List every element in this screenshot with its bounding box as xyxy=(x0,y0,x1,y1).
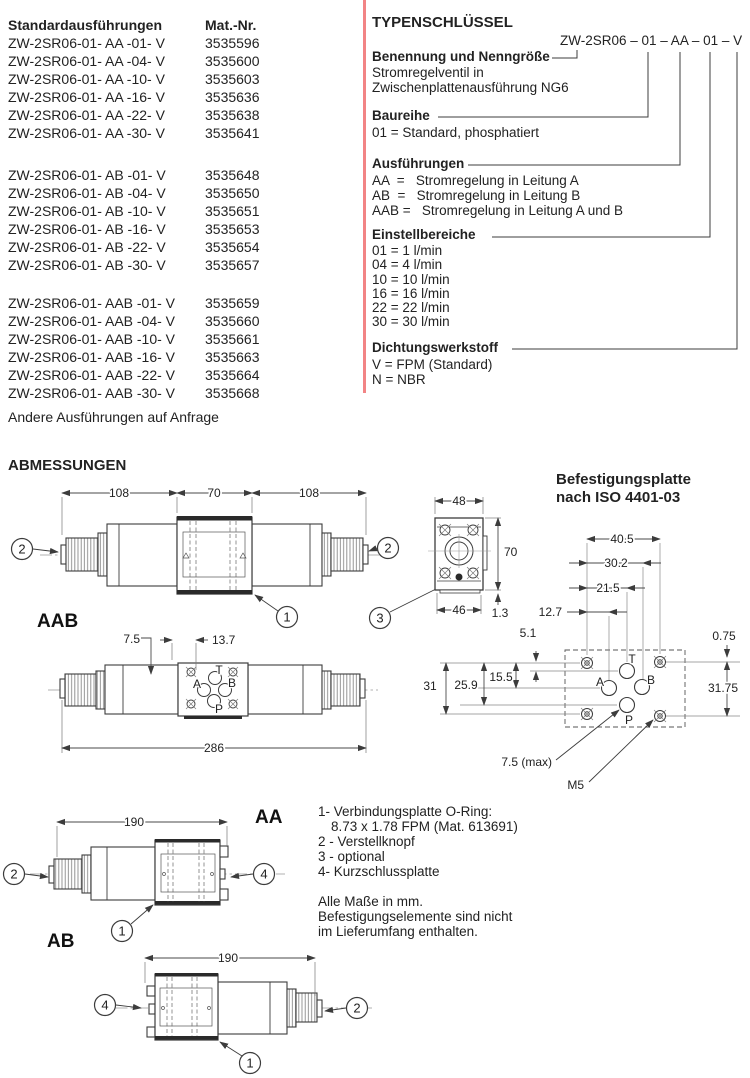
note-item: 3 - optional xyxy=(318,849,385,864)
dim-label: 30.2 xyxy=(604,556,628,570)
callout-2 xyxy=(4,864,25,885)
svg-text:2: 2 xyxy=(353,1000,361,1016)
parts-group-aa xyxy=(8,34,360,142)
svg-text:2: 2 xyxy=(10,866,18,882)
table-row xyxy=(8,384,360,402)
callout-1 xyxy=(240,1053,261,1074)
section-line: AB = Stromregelung in Leitung B xyxy=(372,188,581,203)
dim-label: 1.3 xyxy=(491,606,509,620)
svg-text:3: 3 xyxy=(376,610,384,626)
dim-label: 70 xyxy=(504,545,518,559)
drawing-aab-side-view xyxy=(12,486,399,632)
drawing-aab-port-view xyxy=(48,632,378,755)
part-matnr: 3535663 xyxy=(205,349,260,365)
part-matnr: 3535648 xyxy=(205,167,260,183)
type-key-section-baureihe xyxy=(372,108,539,140)
table-row xyxy=(8,106,360,124)
part-matnr: 3535659 xyxy=(205,295,260,311)
part-matnr: 3535661 xyxy=(205,331,260,347)
note-footer: Alle Maße in mm. xyxy=(318,894,424,909)
parts-list-header xyxy=(8,16,360,34)
callout-1 xyxy=(277,607,298,628)
section-line: 22 = 22 l/min xyxy=(372,300,450,316)
table-row xyxy=(8,366,360,384)
callout-2 xyxy=(12,539,33,560)
dim-label: 108 xyxy=(298,486,320,500)
table-row xyxy=(8,330,360,348)
table-row xyxy=(8,34,360,52)
part-code: ZW-2SR06-01- AA -30- V xyxy=(8,125,165,141)
part-matnr: 3535596 xyxy=(205,35,260,51)
part-code: ZW-2SR06-01- AA -01- V xyxy=(8,35,165,51)
type-key-section-benennung xyxy=(372,49,569,95)
dim-label: 12.7 xyxy=(538,605,562,619)
drawing-ab-view xyxy=(95,951,373,1074)
port-label-a: A xyxy=(192,677,202,691)
dim-label: 70 xyxy=(207,486,221,500)
port-label-p: P xyxy=(214,702,224,716)
table-row xyxy=(8,348,360,366)
callout-4 xyxy=(95,995,116,1016)
dim-label: 108 xyxy=(108,486,130,500)
port-label-a: A xyxy=(595,675,605,689)
callout-2 xyxy=(378,538,399,559)
part-code: ZW-2SR06-01- AB -16- V xyxy=(8,221,166,237)
part-matnr: 3535636 xyxy=(205,89,260,105)
section-line: Stromregelventil in xyxy=(372,65,484,80)
type-key-title: TYPENSCHLÜSSEL xyxy=(372,14,513,31)
port-label-t: T xyxy=(628,652,636,666)
port-label-b: B xyxy=(227,676,237,690)
table-row xyxy=(8,124,360,142)
note-item: 8.73 x 1.78 FPM (Mat. 613691) xyxy=(331,819,518,834)
section-heading: Einstellbereiche xyxy=(372,227,476,242)
plate-heading-line2: nach ISO 4401-03 xyxy=(556,489,681,506)
table-row xyxy=(8,88,360,106)
section-heading: Ausführungen xyxy=(372,156,465,171)
svg-text:2: 2 xyxy=(18,541,26,557)
section-line: 01 = 1 l/min xyxy=(372,243,443,259)
view-label-aab: AAB xyxy=(37,611,79,632)
note-item: 1- Verbindungsplatte O-Ring: xyxy=(318,804,493,819)
part-code: ZW-2SR06-01- AB -22- V xyxy=(8,239,166,255)
section-line: 16 = 16 l/min xyxy=(372,285,450,301)
view-label-ab: AB xyxy=(47,931,75,952)
dim-label: 7.5 (max) xyxy=(501,755,552,769)
part-matnr: 3535641 xyxy=(205,125,260,141)
dim-label: 15.5 xyxy=(489,670,513,684)
dim-label: M5 xyxy=(567,778,584,792)
svg-text:4: 4 xyxy=(260,866,268,882)
part-code: ZW-2SR06-01- AAB -01- V xyxy=(8,295,176,311)
parts-list xyxy=(8,16,360,426)
section-line: 01 = Standard, phosphatiert xyxy=(372,125,539,140)
table-row xyxy=(8,238,360,256)
callout-1 xyxy=(112,921,133,942)
dim-label: 48 xyxy=(452,494,466,508)
table-row xyxy=(8,256,360,274)
red-divider-line xyxy=(363,0,366,393)
part-code: ZW-2SR06-01- AB -30- V xyxy=(8,257,166,273)
note-footer: im Lieferumfang enthalten. xyxy=(318,924,478,939)
part-code: ZW-2SR06-01- AAB -10- V xyxy=(8,331,176,347)
type-key-code: ZW-2SR06 – 01 – AA – 01 – V xyxy=(560,33,743,48)
abmessungen-title: ABMESSUNGEN xyxy=(8,457,127,474)
plate-heading-line1: Befestigungsplatte xyxy=(556,471,692,488)
part-matnr: 3535650 xyxy=(205,185,260,201)
part-code: ZW-2SR06-01- AAB -16- V xyxy=(8,349,176,365)
table-row xyxy=(8,52,360,70)
note-item: 4- Kurzschlussplatte xyxy=(318,864,440,879)
table-row xyxy=(8,184,360,202)
dim-label: 40.5 xyxy=(610,532,634,546)
parts-list-title: Standardausführungen xyxy=(8,17,163,33)
technical-drawings xyxy=(0,450,750,1078)
dim-label: 190 xyxy=(123,815,145,829)
svg-text:1: 1 xyxy=(283,609,291,625)
table-row xyxy=(8,202,360,220)
dim-label: 31.75 xyxy=(708,681,739,695)
section-line: N = NBR xyxy=(372,372,426,387)
dim-label: 21.5 xyxy=(596,581,620,595)
table-row xyxy=(8,166,360,184)
part-matnr: 3535600 xyxy=(205,53,260,69)
dim-label: 286 xyxy=(203,741,225,755)
table-row xyxy=(8,294,360,312)
svg-text:4: 4 xyxy=(101,997,109,1013)
section-line: AAB = Stromregelung in Leitung A und B xyxy=(372,203,624,218)
parts-list-footer: Andere Ausführungen auf Anfrage xyxy=(8,409,219,425)
note-item: 2 - Verstellknopf xyxy=(318,834,415,849)
section-heading: Benennung und Nenngröße xyxy=(372,49,550,64)
part-code: ZW-2SR06-01- AB -10- V xyxy=(8,203,166,219)
part-matnr: 3535651 xyxy=(205,203,260,219)
section-line: 10 = 10 l/min xyxy=(372,271,450,287)
port-label-b: B xyxy=(646,673,656,687)
parts-group-aab xyxy=(8,294,360,402)
part-matnr: 3535657 xyxy=(205,257,260,273)
part-matnr: 3535638 xyxy=(205,107,260,123)
section-heading: Baureihe xyxy=(372,108,430,123)
svg-text:2: 2 xyxy=(384,540,392,556)
type-key-section-einstellbereiche xyxy=(372,228,476,329)
svg-text:1: 1 xyxy=(118,923,126,939)
dim-label: 13.7 xyxy=(212,633,236,647)
type-key-section-ausfuehrungen xyxy=(372,156,623,218)
part-code: ZW-2SR06-01- AB -04- V xyxy=(8,185,166,201)
section-line: V = FPM (Standard) xyxy=(372,357,493,372)
dim-label: 46 xyxy=(452,603,466,617)
table-row xyxy=(8,70,360,88)
dim-label: 5.1 xyxy=(519,626,537,640)
type-key-section-dichtung xyxy=(372,340,498,387)
matnr-column-header: Mat.-Nr. xyxy=(205,17,257,33)
part-matnr: 3535660 xyxy=(205,313,260,329)
view-label-aa: AA xyxy=(255,807,283,828)
drawing-aa-view xyxy=(4,807,286,952)
part-code: ZW-2SR06-01- AA -10- V xyxy=(8,71,165,87)
callout-2 xyxy=(347,998,368,1019)
part-code: ZW-2SR06-01- AA -22- V xyxy=(8,107,165,123)
section-line: AA = Stromregelung in Leitung A xyxy=(372,173,579,188)
drawing-end-view xyxy=(370,494,518,629)
section-line: 30 = 30 l/min xyxy=(372,314,450,330)
note-footer: Befestigungselemente sind nicht xyxy=(318,909,513,924)
part-matnr: 3535603 xyxy=(205,71,260,87)
part-matnr: 3535653 xyxy=(205,221,260,237)
port-label-t: T xyxy=(215,663,223,677)
table-row xyxy=(8,220,360,238)
section-line: Zwischenplattenausführung NG6 xyxy=(372,80,569,95)
part-code: ZW-2SR06-01- AB -01- V xyxy=(8,167,166,183)
parts-group-ab xyxy=(8,166,360,274)
dim-label: 7.5 xyxy=(123,632,140,646)
dim-label: 190 xyxy=(217,951,239,965)
section-line: 04 = 4 l/min xyxy=(372,257,443,273)
part-matnr: 3535664 xyxy=(205,367,260,383)
part-matnr: 3535668 xyxy=(205,385,260,401)
svg-text:1: 1 xyxy=(246,1055,254,1071)
part-matnr: 3535654 xyxy=(205,239,260,255)
dim-label: 31 xyxy=(423,679,437,693)
part-code: ZW-2SR06-01- AA -16- V xyxy=(8,89,165,105)
callout-3 xyxy=(370,608,391,629)
section-heading: Dichtungswerkstoff xyxy=(372,340,499,355)
part-code: ZW-2SR06-01- AAB -30- V xyxy=(8,385,176,401)
part-code: ZW-2SR06-01- AAB -04- V xyxy=(8,313,176,329)
dim-label: 25.9 xyxy=(454,678,478,692)
dim-label: 0.75 xyxy=(712,629,736,643)
part-code: ZW-2SR06-01- AA -04- V xyxy=(8,53,165,69)
port-label-p: P xyxy=(624,713,634,727)
part-code: ZW-2SR06-01- AAB -22- V xyxy=(8,367,176,383)
callout-4 xyxy=(254,864,275,885)
table-row xyxy=(8,312,360,330)
